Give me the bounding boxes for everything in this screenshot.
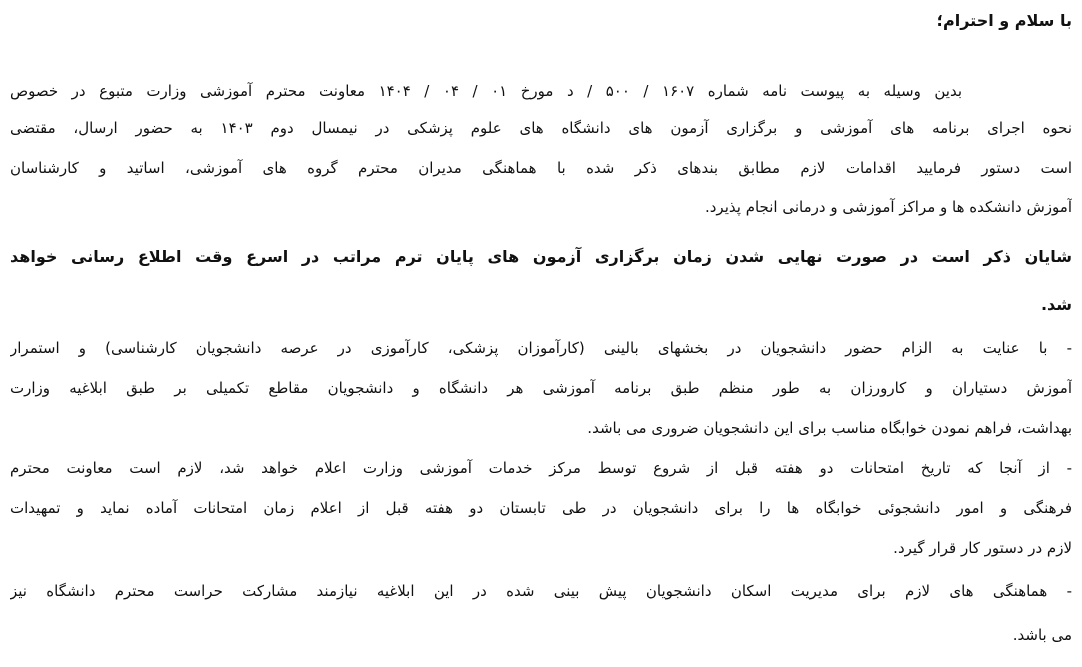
greeting: با سلام و احترام؛ bbox=[936, 11, 1072, 30]
paragraph1-line1: بدین وسیله به پیوست نامه شماره ۱۶۰۷ / ۵۰۰ / د مورخ ۰۱ / ۰۴ / ۱۴۰۴ معاونت محترم آموزشی وزارت متبوع در خصوص bbox=[10, 82, 962, 100]
emphasis-line2: شد. bbox=[1040, 295, 1072, 314]
bullet2-line2: فرهنگی و امور دانشجوئی خوابگاه ها را برای دانشجویان در طی تابستان دو هفته قبل از اعلام زمان امتحانات آماده نماید و تمهیدات bbox=[10, 499, 1072, 517]
bullet1-line2: آموزش دستیاران و کارورزان به طور منظم طبق برنامه آموزشی هر دانشگاه و دانشجویان مقاطع تکمیلی بر طبق ابلاغیه وزارت bbox=[10, 379, 1072, 397]
bullet1-line3: بهداشت، فراهم نمودن خوابگاه مناسب برای این دانشجویان ضروری می باشد. bbox=[587, 419, 1072, 437]
emphasis-line1: شایان ذکر است در صورت نهایی شدن زمان برگزاری آزمون های پایان ترم مراتب در اسرع وقت اطلاع رسانی خواهد bbox=[10, 247, 1072, 266]
bullet1-line1: - با عنایت به الزام حضور دانشجویان در بخشهای بالینی (کارآموزان پزشکی، کارآموزی در عرصه دانشجویان کارشناسی) و استمرار bbox=[10, 339, 1072, 357]
bullet3-line1: - هماهنگی های لازم برای مدیریت اسکان دانشجویان پیش بینی شده در این ابلاغیه نیازمند مشارکت حراست محترم دانشگاه نیز bbox=[10, 582, 1072, 600]
paragraph1-line4: آموزش دانشکده ها و مراکز آموزشی و درمانی انجام پذیرد. bbox=[704, 198, 1072, 216]
bullet3-line2: می باشد. bbox=[1012, 626, 1072, 644]
paragraph1-line3: است دستور فرمایید اقدامات لازم مطابق بندهای ذکر شده با هماهنگی مدیران محترم گروه های آموزشی، اساتید و کارشناسان bbox=[10, 159, 1072, 177]
bullet2-line3: لازم در دستور کار قرار گیرد. bbox=[893, 539, 1072, 557]
bullet2-line1: - از آنجا که تاریخ امتحانات دو هفته قبل از شروع توسط مرکز خدمات آموزشی وزارت اعلام خواهد شد، لازم است معاونت محترم bbox=[10, 459, 1072, 477]
paragraph1-line2: نحوه اجرای برنامه های آموزشی و برگزاری آزمون های دانشگاه های علوم پزشکی در نیمسال دوم ۱۴۰۳ به حضور ارسال، مقتضی bbox=[10, 119, 1072, 137]
